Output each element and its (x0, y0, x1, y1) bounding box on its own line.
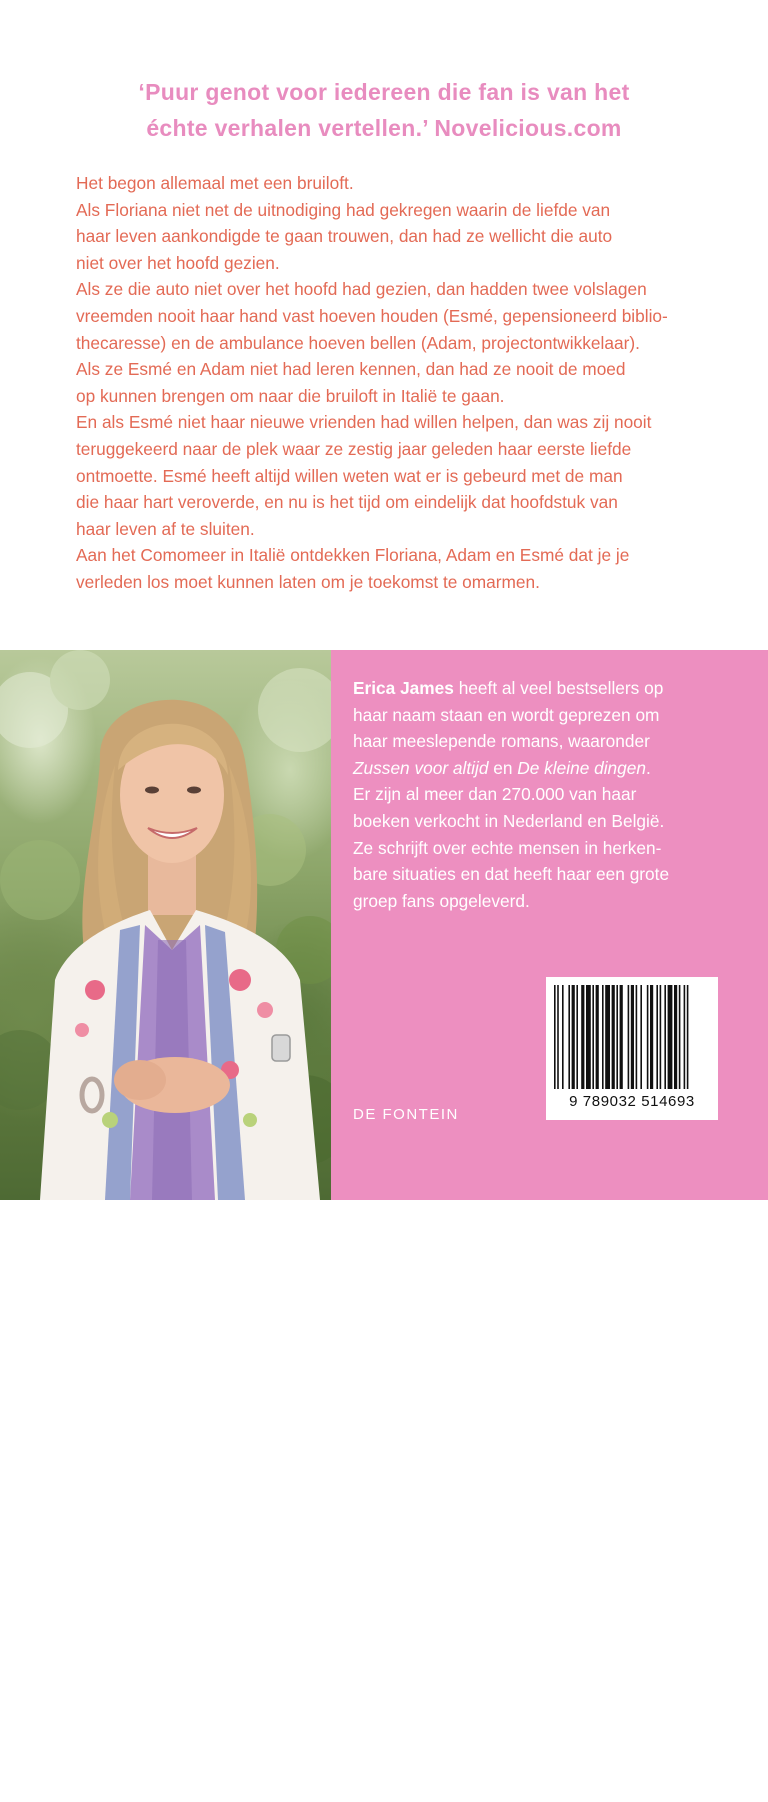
blurb-line: teruggekeerd naar de plek waar ze zestig jaar geleden haar eerste liefde (76, 438, 632, 459)
blurb-line: Als ze die auto niet over het hoofd had gezien, dan hadden twee volslagen (76, 279, 647, 300)
barcode-bar (592, 985, 594, 1089)
review-quote-line-1: ‘Puur genot voor iedereen die fan is van het (138, 79, 630, 105)
blurb-line: En als Esmé niet haar nieuwe vrienden had willen helpen, dan was zij nooit (76, 412, 652, 433)
barcode-bar (602, 985, 604, 1089)
barcode-bar (640, 985, 642, 1089)
barcode-bar (576, 985, 578, 1089)
photo-credit: © Indira Flack (291, 1740, 302, 1802)
blurb-line: op kunnen brengen om naar die bruiloft in Italië te gaan. (76, 385, 505, 406)
book-blurb (76, 170, 716, 596)
barcode-bar (581, 985, 584, 1089)
blurb-line: Als Floriana niet net de uitnodiging had gekregen waarin de liefde van (76, 199, 611, 220)
review-quote (60, 74, 708, 146)
barcode-bar (620, 985, 623, 1089)
author-name: Erica James (353, 678, 454, 698)
barcode-bar (628, 985, 630, 1089)
author-portrait-illustration (0, 650, 331, 1200)
barcode-bar (631, 985, 634, 1089)
blurb-line: haar leven af te sluiten. (76, 518, 255, 539)
bio-line: Ze schrijft over echte mensen in herken- (353, 837, 662, 858)
barcode-bar (557, 985, 559, 1089)
publisher-name: DE FONTEIN (353, 1106, 459, 1123)
barcode-bar (664, 985, 666, 1089)
barcode-bar (687, 985, 689, 1089)
blurb-line: Als ze Esmé en Adam niet had leren kennen, dan had ze nooit de moed (76, 359, 626, 380)
barcode-bar (586, 985, 591, 1089)
barcode-bar (684, 985, 686, 1089)
bio-line (353, 675, 753, 702)
bio-text: heeft al veel bestsellers op (453, 678, 664, 698)
blurb-line: Aan het Comomeer in Italië ontdekken Floriana, Adam en Esmé dat je je (76, 545, 630, 566)
bio-text: en (488, 757, 518, 778)
barcode-bar (562, 985, 564, 1089)
bio-line: haar naam staan en wordt geprezen om (353, 704, 660, 725)
barcode-bar (616, 985, 618, 1089)
blurb-line: haar leven aankondigde te gaan trouwen, dan had ze wellicht die auto (76, 226, 613, 247)
barcode-bars (546, 977, 718, 1093)
barcode-bar (660, 985, 662, 1089)
bio-line: bare situaties en dat heeft haar een grote (353, 864, 670, 885)
book-title: Zussen voor altijd (353, 757, 489, 778)
barcode-bar (572, 985, 575, 1089)
bio-text: . (646, 757, 651, 778)
bio-line: haar meeslepende romans, waaronder (353, 731, 650, 752)
barcode-bar (668, 985, 673, 1089)
barcode-bar (656, 985, 658, 1089)
bio-line: Er zijn al meer dan 270.000 van haar (353, 784, 637, 805)
blurb-line: Het begon allemaal met een bruiloft. (76, 173, 354, 193)
barcode-bar (568, 985, 570, 1089)
barcode-bar (596, 985, 599, 1089)
isbn-digits: 9 789032 514693 (569, 1093, 695, 1110)
bio-line: boeken verkocht in Nederland en België. (353, 810, 665, 831)
bio-line (353, 755, 753, 782)
review-quote-line-2: échte verhalen vertellen.’ Novelicious.com (146, 115, 622, 141)
barcode-bar (679, 985, 681, 1089)
book-title: De kleine dingen (517, 757, 647, 778)
bio-line: groep fans opgeleverd. (353, 890, 530, 911)
isbn-barcode (546, 977, 718, 1120)
blurb-line: thecaresse) en de ambulance hoeven bellen (Adam, projectontwikkelaar). (76, 332, 640, 353)
barcode-bar (647, 985, 649, 1089)
author-bio (353, 675, 753, 914)
barcode-bar (674, 985, 677, 1089)
blurb-line: vreemden nooit haar hand vast hoeven houden (Esmé, gepensioneerd biblio- (76, 305, 668, 326)
barcode-bar (650, 985, 653, 1089)
blurb-line: die haar hart veroverde, en nu is het tijd om eindelijk dat hoofdstuk van (76, 492, 618, 513)
blurb-line: ontmoette. Esmé heeft altijd willen weten wat er is gebeurd met de man (76, 465, 623, 486)
barcode-bar (612, 985, 615, 1089)
barcode-bar (554, 985, 556, 1089)
barcode-bar (636, 985, 638, 1089)
author-photo (0, 650, 331, 1802)
blurb-line: niet over het hoofd gezien. (76, 252, 280, 273)
blurb-line: verleden los moet kunnen laten om je toekomst te omarmen. (76, 571, 540, 592)
barcode-bar (605, 985, 610, 1089)
